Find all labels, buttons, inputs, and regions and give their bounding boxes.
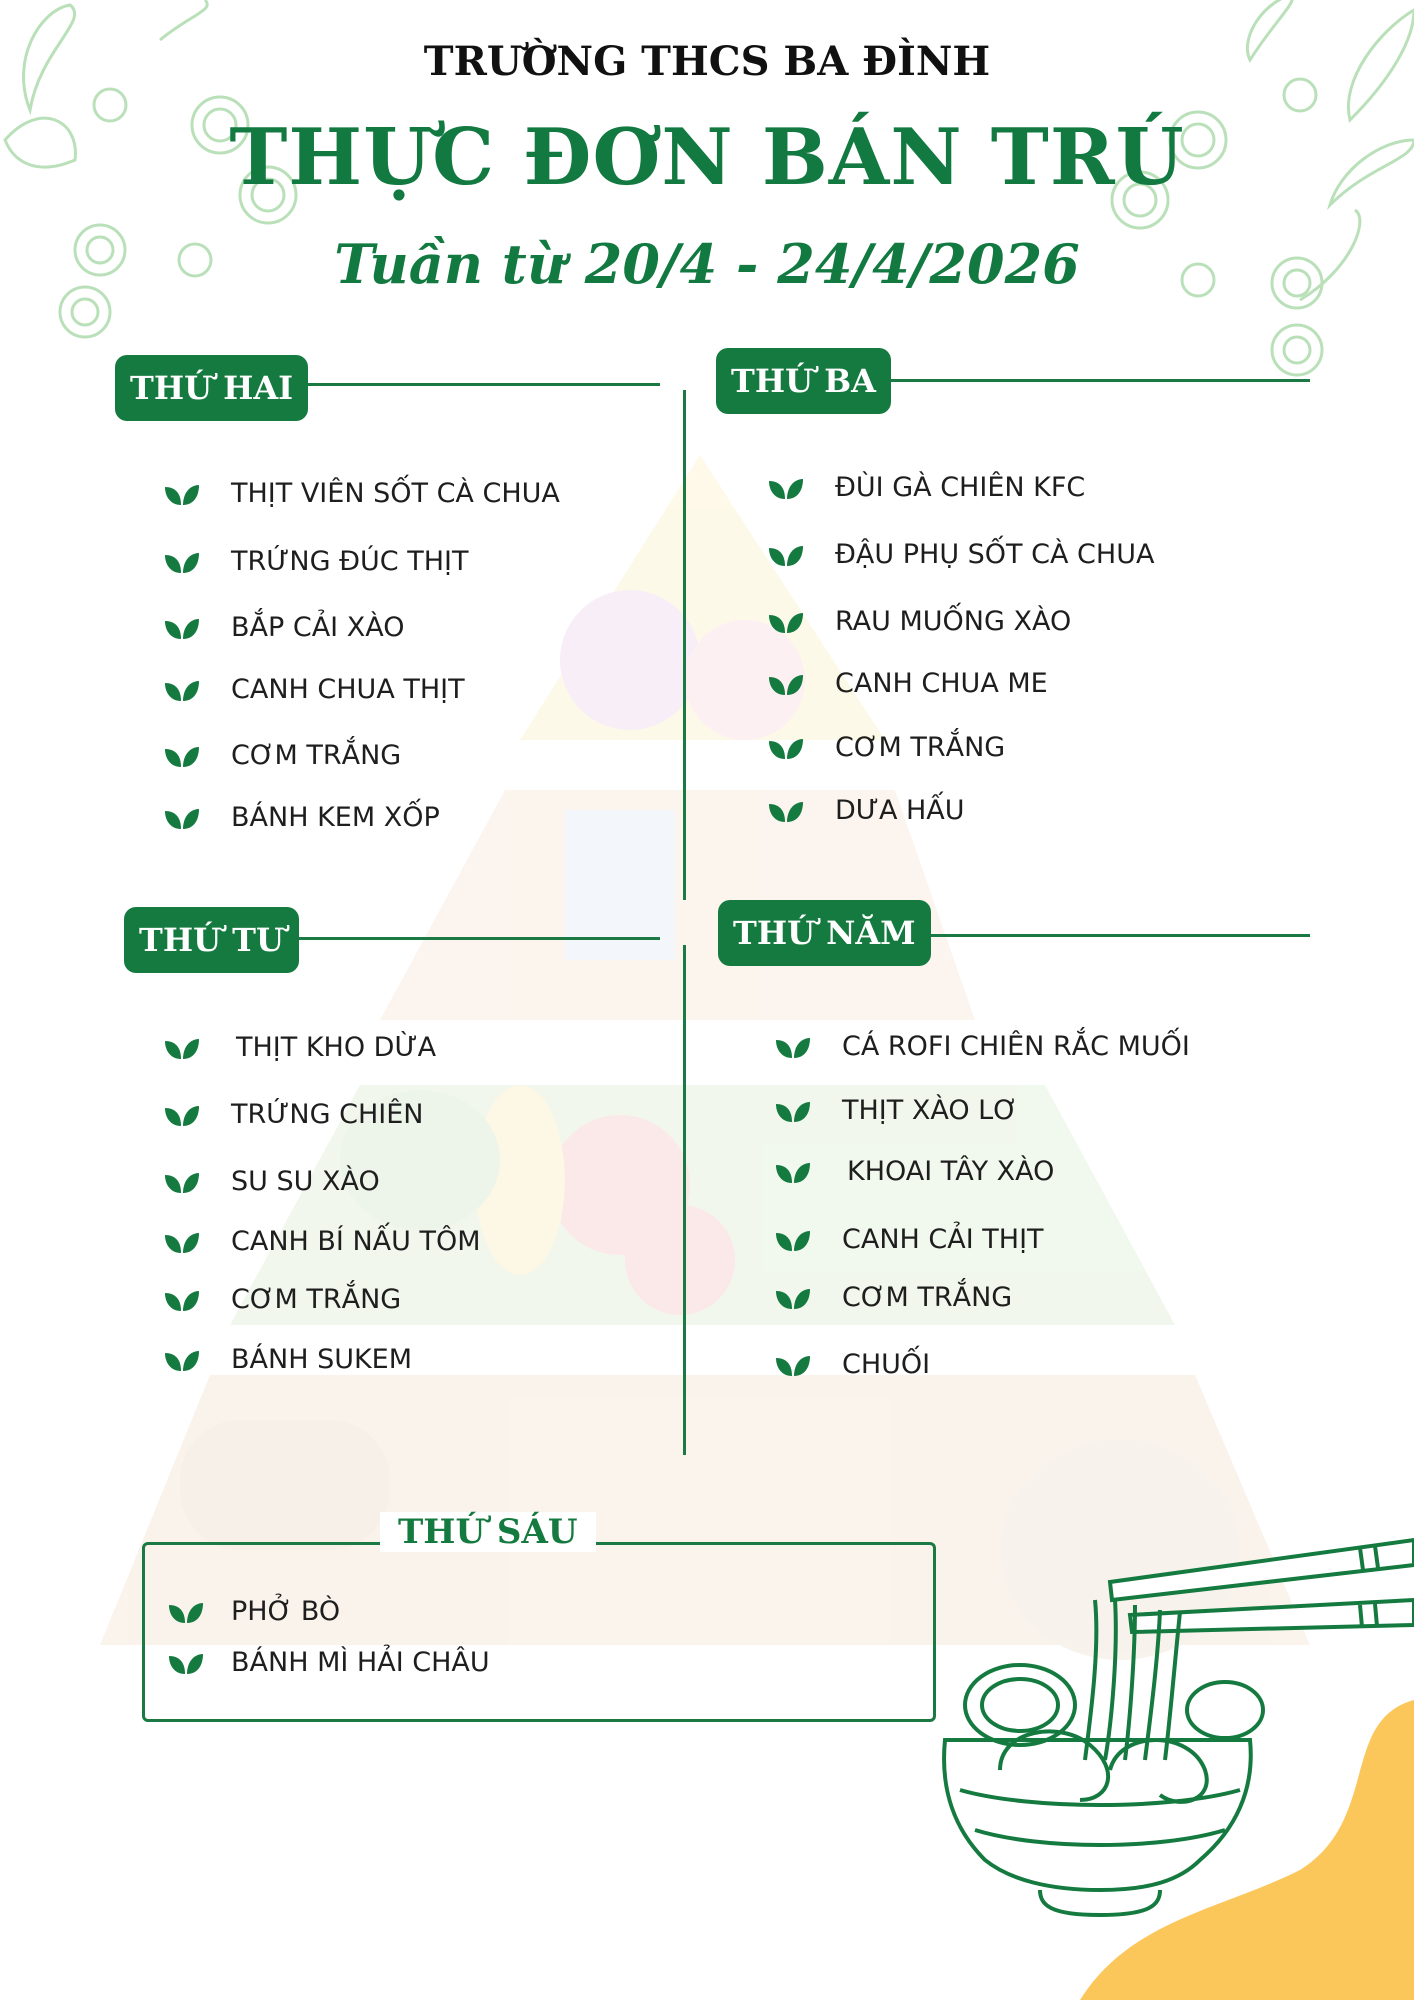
week-range: Tuần từ 20/4 - 24/4/2026: [334, 232, 1080, 296]
day-label-monday: THỨ HAI: [115, 355, 308, 421]
leaf-bullet-icon: [163, 549, 201, 575]
list-item: [774, 1349, 930, 1380]
dish-name: BẮP CẢI XÀO: [231, 612, 405, 643]
dish-name: KHOAI TÂY XÀO: [847, 1156, 1055, 1187]
dish-name: BÁNH KEM XỐP: [231, 802, 440, 833]
dish-name: CHUỐI: [842, 1349, 931, 1380]
list-item: [774, 1031, 1190, 1062]
tuesday-header-line: [878, 379, 1310, 382]
dish-name: CƠM TRẮNG: [842, 1282, 1013, 1313]
list-item: [163, 546, 469, 577]
dish-name: RAU MUỐNG XÀO: [835, 606, 1072, 637]
list-item: [767, 732, 1005, 763]
dish-name: CƠM TRẮNG: [231, 740, 402, 771]
leaf-bullet-icon: [774, 1352, 812, 1378]
leaf-bullet-icon: [767, 735, 805, 761]
dish-name: CANH CHUA ME: [835, 668, 1048, 699]
list-item: [767, 668, 1048, 699]
menu-title: THỰC ĐƠN BÁN TRÚ: [229, 112, 1185, 203]
dish-name: THỊT VIÊN SỐT CÀ CHUA: [231, 478, 560, 509]
leaf-bullet-icon: [163, 1229, 201, 1255]
list-item: [767, 539, 1154, 570]
list-item: [163, 674, 465, 705]
leaf-bullet-icon: [774, 1227, 812, 1253]
thursday-header-line: [915, 934, 1310, 937]
list-item: [774, 1282, 1012, 1313]
dish-name: CƠM TRẮNG: [835, 732, 1006, 763]
day-label-thursday: THỨ NĂM: [718, 900, 931, 966]
leaf-bullet-icon: [163, 677, 201, 703]
dish-name: CANH CẢI THỊT: [842, 1224, 1044, 1255]
leaf-bullet-icon: [767, 542, 805, 568]
monday-header-line: [292, 383, 660, 386]
leaf-bullet-icon: [167, 1650, 205, 1676]
dish-name: PHỞ BÒ: [231, 1596, 341, 1627]
list-item: [774, 1095, 1018, 1126]
list-item: [163, 1166, 380, 1197]
day-label-tuesday: THỨ BA: [716, 348, 891, 414]
vertical-divider-bottom: [683, 945, 686, 1455]
friday-box: [142, 1542, 936, 1722]
school-name: TRƯỜNG THCS BA ĐÌNH: [423, 38, 991, 85]
list-item: [767, 795, 965, 826]
dish-name: ĐẬU PHỤ SỐT CÀ CHUA: [835, 539, 1155, 570]
dish-name: TRỨNG ĐÚC THỊT: [231, 546, 469, 577]
leaf-bullet-icon: [767, 475, 805, 501]
list-item: [163, 1099, 424, 1130]
dish-name: SU SU XÀO: [231, 1166, 380, 1197]
leaf-bullet-icon: [767, 798, 805, 824]
leaf-bullet-icon: [774, 1034, 812, 1060]
dish-name: CƠM TRẮNG: [231, 1284, 402, 1315]
dish-name: CANH BÍ NẤU TÔM: [231, 1226, 481, 1257]
leaf-bullet-icon: [163, 615, 201, 641]
leaf-bullet-icon: [163, 1169, 201, 1195]
list-item: [163, 740, 401, 771]
list-item: [167, 1647, 490, 1678]
list-item: [163, 1032, 436, 1063]
day-label-wednesday: THỨ TƯ: [124, 907, 299, 973]
leaf-bullet-icon: [774, 1159, 812, 1185]
list-item: [163, 1344, 412, 1375]
dish-name: TRỨNG CHIÊN: [231, 1099, 424, 1130]
list-item: [167, 1596, 340, 1627]
list-item: [163, 802, 440, 833]
leaf-bullet-icon: [774, 1098, 812, 1124]
leaf-bullet-icon: [163, 1287, 201, 1313]
leaf-bullet-icon: [163, 805, 201, 831]
leaf-bullet-icon: [774, 1285, 812, 1311]
dish-name: DƯA HẤU: [835, 795, 965, 826]
list-item: [774, 1224, 1044, 1255]
dish-name: BÁNH MÌ HẢI CHÂU: [231, 1647, 490, 1678]
leaf-bullet-icon: [163, 1102, 201, 1128]
dish-name: CANH CHUA THỊT: [231, 674, 465, 705]
leaf-bullet-icon: [163, 481, 201, 507]
dish-name: CÁ ROFI CHIÊN RẮC MUỐI: [842, 1031, 1190, 1062]
list-item: [163, 1226, 481, 1257]
list-item: [163, 612, 404, 643]
dish-name: BÁNH SUKEM: [231, 1344, 413, 1375]
list-item: [163, 478, 560, 509]
vertical-divider-top: [683, 390, 686, 900]
dish-name: THỊT KHO DỪA: [236, 1032, 437, 1063]
list-item: [774, 1156, 1054, 1187]
leaf-bullet-icon: [163, 1347, 201, 1373]
dish-name: ĐÙI GÀ CHIÊN KFC: [835, 472, 1086, 503]
wednesday-header-line: [285, 937, 660, 940]
list-item: [163, 1284, 401, 1315]
leaf-bullet-icon: [163, 743, 201, 769]
dish-name: THỊT XÀO LƠ: [842, 1095, 1018, 1126]
leaf-bullet-icon: [163, 1035, 201, 1061]
day-label-friday: THỨ SÁU: [380, 1512, 596, 1552]
leaf-bullet-icon: [767, 609, 805, 635]
leaf-bullet-icon: [167, 1599, 205, 1625]
list-item: [767, 606, 1071, 637]
leaf-bullet-icon: [767, 671, 805, 697]
list-item: [767, 472, 1085, 503]
